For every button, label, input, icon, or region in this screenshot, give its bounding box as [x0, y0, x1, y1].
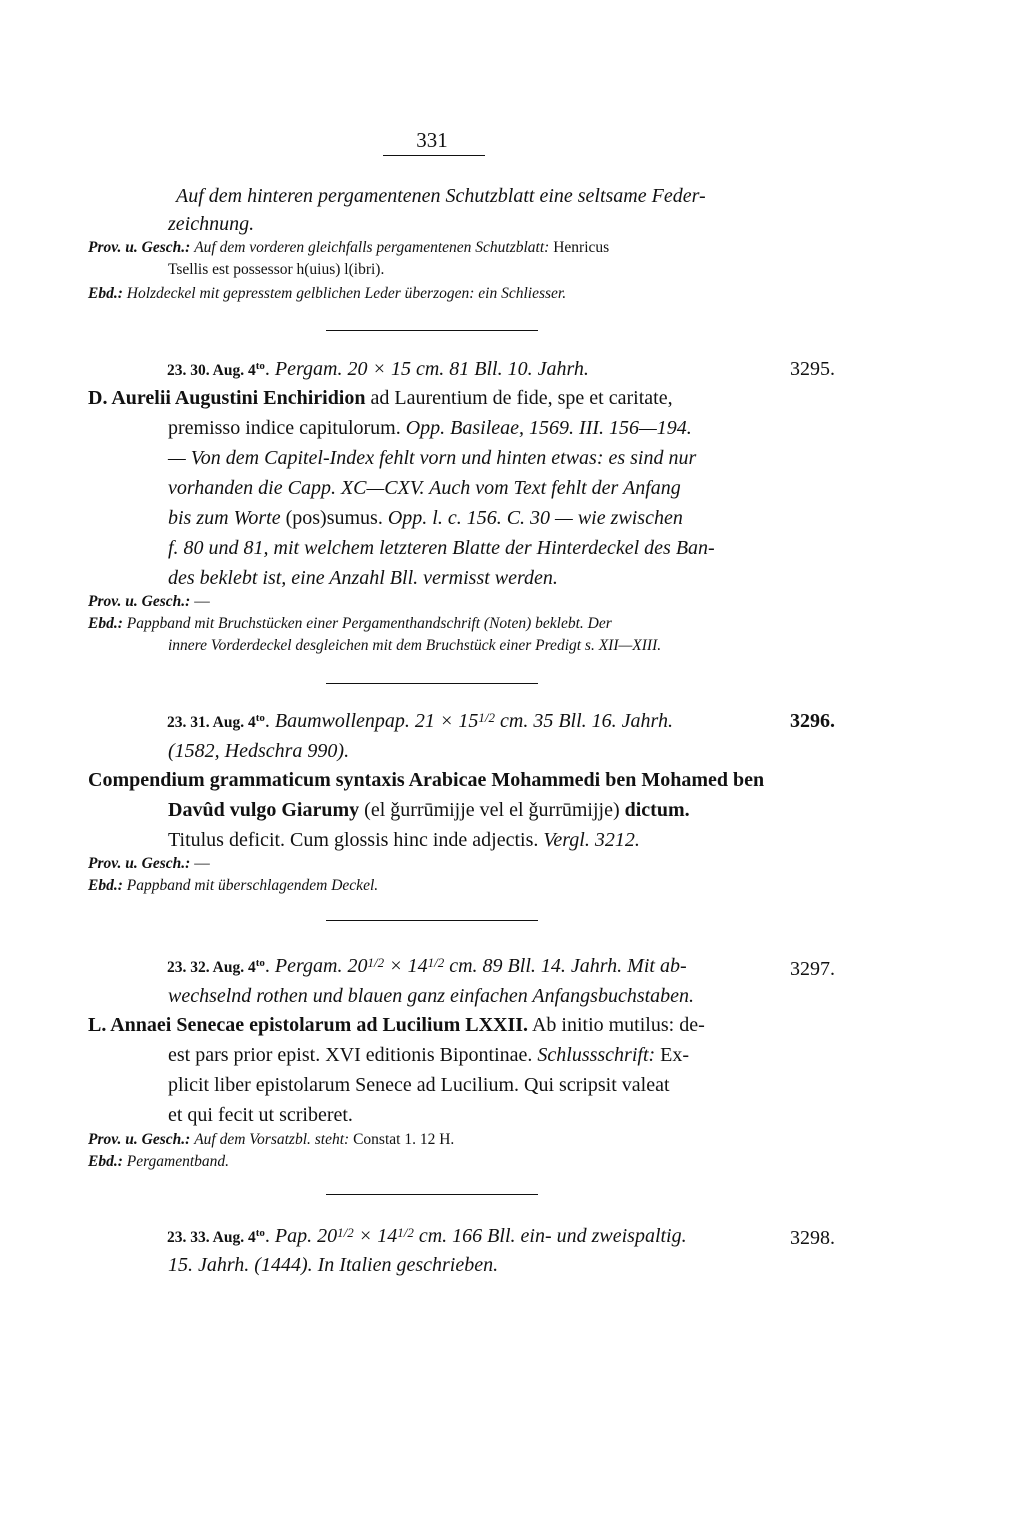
section-divider	[326, 920, 538, 921]
record-title	[88, 388, 673, 408]
page-number-rule	[383, 155, 485, 156]
record-physical: Baumwollenpap. 21 × 15	[274, 710, 479, 732]
record-title-rest: ad Laurentium de fide, spe et caritate,	[370, 387, 673, 409]
ebd-label: Ebd.:	[88, 1153, 123, 1170]
ebd-text: Pappband mit Bruchstücken einer Pergamenthandschrift (Noten) beklebt. Der	[126, 615, 612, 632]
record-physical: cm. 35 Bll. 16. Jahrh.	[500, 710, 673, 732]
record-number: 3297.	[790, 958, 835, 980]
prov-text-roman: Henricus	[553, 239, 610, 256]
record-title-bold: D. Aurelii Augustini Enchiridion	[88, 387, 366, 409]
record-title-rest: (el ǧurrūmijje vel el ǧurrūmijje)	[364, 799, 620, 821]
record-text: Opp. l. c. 156. C. 30 — wie zwischen	[387, 507, 683, 529]
record-format-sup: to	[255, 712, 265, 724]
record-reference: Opp. Basileae, 1569. III. 156—194.	[405, 417, 692, 439]
record-fraction: 1/2	[367, 955, 385, 970]
section-divider	[326, 1194, 538, 1195]
record-line-3: — Von dem Capitel-Index fehlt vorn und hinten etwas: es sind nur	[168, 447, 697, 469]
record-title-bold: L. Annaei Senecae epistolarum ad Lucilium LXXII.	[88, 1014, 529, 1036]
record-physical: Pergam. 20	[274, 955, 368, 977]
record-line-7: des beklebt ist, eine Anzahl Bll. vermisst werden.	[168, 567, 558, 589]
prov-label: Prov. u. Gesch.:	[88, 593, 191, 610]
record-title: Compendium grammaticum syntaxis Arabicae Mohammedi ben Mohamed ben	[88, 769, 765, 791]
record-title-bold: dictum.	[624, 799, 690, 821]
record-ebd-line-2: innere Vorderdeckel desgleichen mit dem Bruchstück einer Predigt s. XII—XIII.	[168, 637, 662, 654]
record-physical: cm. 166 Bll. ein- und zweispaltig.	[418, 1225, 687, 1247]
record-header-line-2: (1582, Hedschra 990).	[168, 740, 350, 762]
record-line-4: et qui fecit ut scriberet.	[168, 1104, 353, 1126]
record-signature: 23. 32. Aug. 4	[167, 959, 256, 976]
record-line-2	[168, 1045, 689, 1065]
record-ebd	[88, 878, 378, 894]
record-header: 23. 33. Aug. $4^{to}$. Pap. $20^{1/2} \times 14^{1/2}$ cm. 166 Bll. ein- und zweispaltig.	[167, 1225, 687, 1247]
record-line-4: vorhanden die Capp. XC—CXV. Auch vom Text fehlt der Anfang	[168, 477, 681, 499]
record-format-sup: to	[255, 1227, 265, 1239]
prov-label: Prov. u. Gesch.:	[88, 855, 191, 872]
record-text: est pars prior epist. XVI editionis Bipontinae.	[168, 1044, 533, 1066]
ebd-text: Pergamentband.	[126, 1153, 230, 1170]
record-format-sup: to	[255, 360, 265, 372]
preamble-prov	[88, 240, 609, 256]
ebd-label: Ebd.:	[88, 877, 123, 894]
record-title-line-2	[168, 800, 690, 820]
ebd-text: Pappband mit überschlagendem Deckel.	[126, 877, 379, 894]
record-physical: × 14	[358, 1225, 398, 1247]
record-text: premisso indice capitulorum.	[168, 417, 401, 439]
record-physical: Pergam. 20 × 15 cm. 81 Bll. 10. Jahrh.	[274, 358, 589, 380]
record-line-3: plicit liber epistolarum Senece ad Lucilium. Qui scripsit valeat	[168, 1074, 670, 1096]
record-fraction: 1/2	[397, 1225, 414, 1240]
prov-label: Prov. u. Gesch.:	[88, 1131, 191, 1148]
record-reference: Vergl. 3212.	[543, 829, 640, 851]
prov-text: Auf dem vorderen gleichfalls pergamentenen Schutzblatt:	[194, 239, 550, 256]
preamble-line-2: zeichnung.	[168, 213, 255, 235]
record-header-line-2: wechselnd rothen und blauen ganz einfachen Anfangsbuchstaben.	[168, 985, 695, 1007]
record-physical: × 14	[389, 955, 428, 977]
record-line-3	[168, 830, 640, 850]
section-divider	[326, 683, 538, 684]
record-number: 3298.	[790, 1227, 835, 1249]
record-title-rest: Ab initio mutilus: de-	[531, 1014, 705, 1036]
record-text: (pos)sumus.	[285, 507, 383, 529]
record-fraction: 1/2	[478, 710, 496, 725]
record-number: 3295.	[790, 358, 835, 380]
record-prov	[88, 1132, 454, 1148]
record-signature: 23. 33. Aug. 4	[167, 1229, 256, 1246]
record-line-5	[168, 508, 683, 528]
record-text: Schlussschrift:	[537, 1044, 656, 1066]
record-fraction: 1/2	[337, 1225, 354, 1240]
prov-text: —	[194, 855, 210, 872]
preamble-line-1: Auf dem hinteren pergamentenen Schutzblatt eine seltsame Feder-	[176, 185, 706, 207]
prov-text: —	[194, 593, 210, 610]
record-signature: 23. 31. Aug. 4	[167, 714, 256, 731]
prov-label: Prov. u. Gesch.:	[88, 239, 191, 256]
record-format-sup: to	[255, 957, 265, 969]
page-number: 331	[416, 128, 448, 152]
record-text: bis zum Worte	[168, 507, 281, 529]
record-text: Ex-	[660, 1044, 690, 1066]
ebd-label: Ebd.:	[88, 285, 123, 302]
preamble-prov-line-2: Tsellis est possessor h(uius) l(ibri).	[168, 261, 385, 278]
record-header: 23. 32. Aug. $4^{to}$. Pergam. $20^{1/2} \times 14^{1/2}$ cm. 89 Bll. 14. Jahrh. Mit ab-	[167, 955, 687, 977]
record-fraction: 1/2	[427, 955, 445, 970]
record-header: 23. 30. Aug. $4^{to}$. Pergam. 20 × 15 cm. 81 Bll. 10. Jahrh.	[167, 358, 589, 380]
preamble-ebd	[88, 286, 566, 302]
record-title	[88, 1015, 705, 1035]
ebd-text: Holzdeckel mit gepresstem gelblichen Leder überzogen: ein Schliesser.	[126, 285, 567, 302]
prov-text: Auf dem Vorsatzbl. steht:	[194, 1131, 350, 1148]
prov-text-roman: Constat 1. 12 H.	[353, 1131, 455, 1148]
record-title-bold: Davûd vulgo Giarumy	[168, 799, 360, 821]
record-signature: 23. 30. Aug. 4	[167, 362, 256, 379]
record-prov	[88, 594, 210, 610]
record-physical: Pap. 20	[274, 1225, 338, 1247]
record-prov	[88, 856, 210, 872]
record-ebd	[88, 1154, 229, 1170]
record-number: 3296.	[790, 710, 835, 732]
section-divider	[326, 330, 538, 331]
record-line-2	[168, 418, 692, 438]
record-line-6: f. 80 und 81, mit welchem letzteren Blatte der Hinterdeckel des Ban-	[168, 537, 715, 559]
record-header: 23. 31. Aug. $4^{to}$. Baumwollenpap. $21 \times 15^{1/2}$ cm. 35 Bll. 16. Jahrh.	[167, 710, 673, 732]
record-text: Titulus deficit. Cum glossis hinc inde adjectis.	[168, 829, 539, 851]
ebd-label: Ebd.:	[88, 615, 123, 632]
record-physical: cm. 89 Bll. 14. Jahrh. Mit ab-	[449, 955, 687, 977]
record-ebd	[88, 616, 612, 632]
record-header-line-2: 15. Jahrh. (1444). In Italien geschrieben.	[168, 1254, 499, 1276]
